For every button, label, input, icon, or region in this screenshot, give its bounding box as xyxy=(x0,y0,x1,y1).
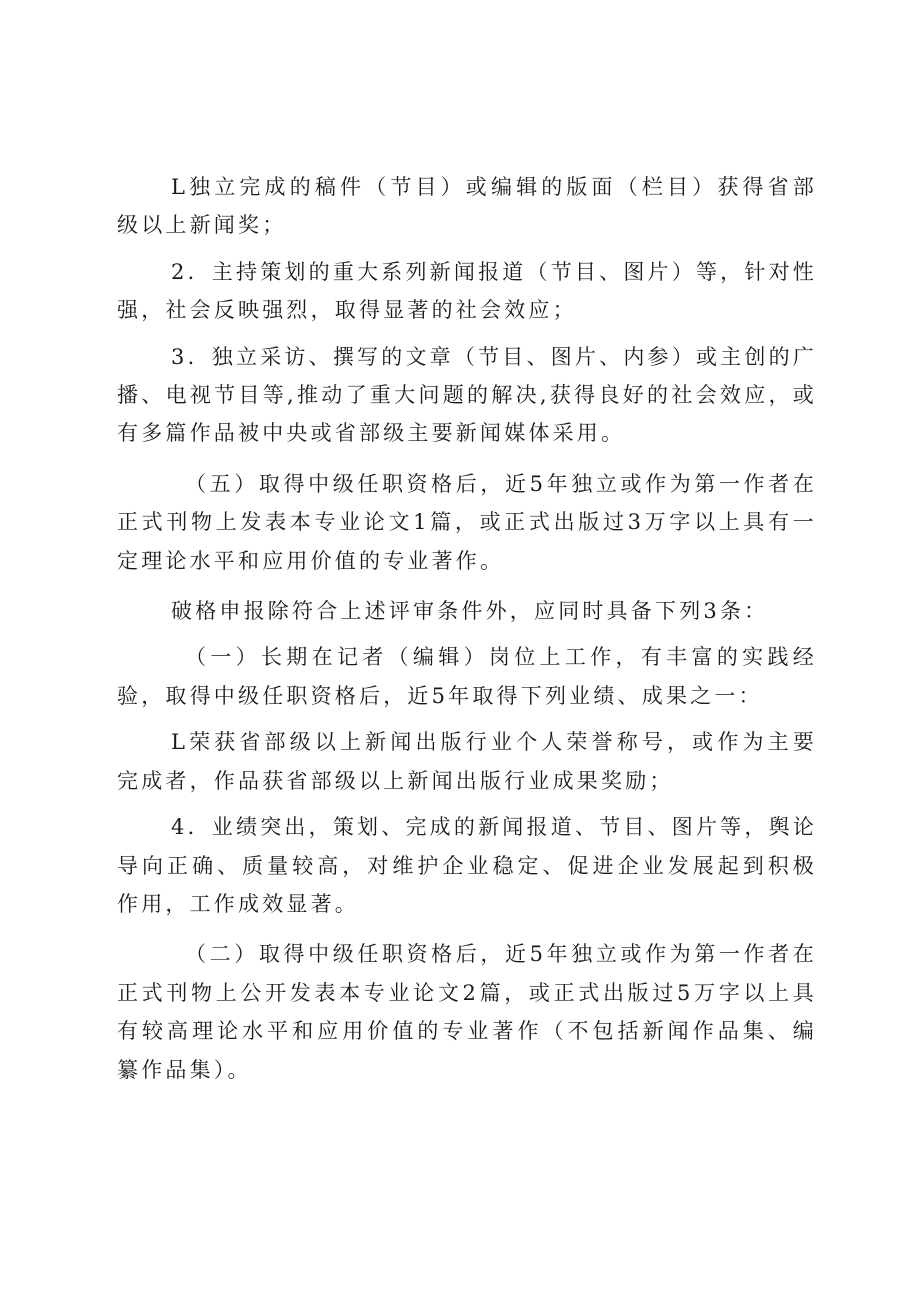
paragraph-exceptional-1: （一）长期在记者（编辑）岗位上工作，有丰富的实践经验，取得中级任职资格后，近5年取得下列业绩、成果之一： xyxy=(117,645,817,708)
paragraph-exceptional-item-1: L荣获省部级以上新闻出版行业个人荣誉称号，或作为主要完成者，作品获省部级以上新闻出版行业成果奖励； xyxy=(117,730,817,793)
paragraph-exceptional-2: （二）取得中级任职资格后，近5年独立或作为第一作者在正式刊物上公开发表本专业论文2篇，或正式出版过5万字以上具有较高理论水平和应用价值的专业著作（不包括新闻作品集、编纂作品集）。 xyxy=(117,942,817,1082)
paragraph-exceptional-intro: 破格申报除符合上述评审条件外，应同时具备下列3条： xyxy=(171,599,769,624)
paragraph-item-1: L独立完成的稿件（节目）或编辑的版面（栏目）获得省部级以上新闻奖； xyxy=(117,175,817,238)
paragraph-item-3: 3．独立采访、撰写的文章（节目、图片、内参）或主创的广播、电视节目等,推动了重大问题的解决,获得良好的社会效应，或有多篇作品被中央或省部级主要新闻媒体采用。 xyxy=(117,344,817,446)
document-body xyxy=(117,168,817,1089)
paragraph-criterion-5: （五）取得中级任职资格后，近5年独立或作为第一作者在正式刊物上发表本专业论文1篇，或正式出版过3万字以上具有一定理论水平和应用价值的专业著作。 xyxy=(117,471,817,573)
paragraph-item-2: 2．主持策划的重大系列新闻报道（节目、图片）等，针对性强，社会反映强烈，取得显著的社会效应； xyxy=(117,259,817,323)
paragraph-exceptional-item-4: 4．业绩突出，策划、完成的新闻报道、节目、图片等，舆论导向正确、质量较高，对维护企业稳定、促进企业发展起到积极作用，工作成效显著。 xyxy=(117,815,817,916)
